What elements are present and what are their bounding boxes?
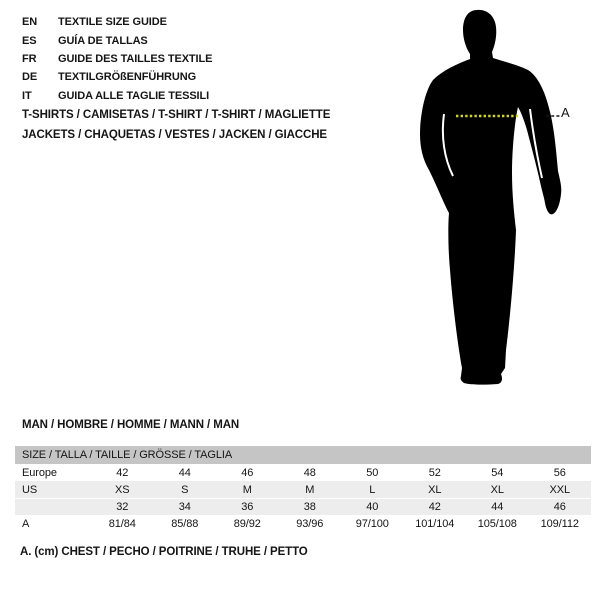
table-row-chest-a [15,515,591,532]
language-code: DE [22,71,38,84]
language-label: GUIDE DES TAILLES TEXTILE [58,52,213,65]
table-row-uk [15,498,591,515]
table-cell: 42 [428,501,441,513]
table-cell: 101/104 [415,517,455,530]
section-title-man: MAN / HOMBRE / HOMME / MANN / MAN [22,419,240,431]
table-cell: 48 [303,466,316,479]
language-row [22,31,212,49]
table-cell: 46 [553,501,566,513]
man-silhouette-figure [415,8,575,398]
table-cell: M [242,483,252,496]
language-code: IT [22,89,32,102]
language-label: TEXTILGRÖßENFÜHRUNG [58,71,197,84]
table-cell: M [305,483,315,496]
table-cell: XL [428,483,442,496]
table-cell: 40 [366,501,379,513]
category-jackets: JACKETS / CHAQUETAS / VESTES / JACKEN / GIACCHE [22,128,327,141]
measure-label-a: A [561,105,570,120]
language-row [22,68,212,86]
language-list [22,13,212,105]
language-label: GUÍA DE TALLAS [58,34,148,47]
table-cell: 93/96 [296,517,324,530]
table-cell: 38 [303,501,316,513]
table-cell: 32 [116,501,129,513]
table-cell: 52 [428,466,441,479]
row-label: A [22,517,30,530]
table-cell: 85/88 [171,517,199,530]
language-row [22,13,212,31]
language-label: GUIDA ALLE TAGLIE TESSILI [58,89,210,102]
table-cell: 46 [241,466,254,479]
table-cell: XS [115,483,130,496]
table-cell: XXL [549,483,570,496]
language-row [22,50,212,68]
language-code: ES [22,34,37,47]
size-table [15,446,591,532]
table-cell: 44 [491,501,504,513]
man-silhouette [420,10,561,385]
table-cell: 97/100 [355,517,389,530]
size-table-header: SIZE / TALLA / TAILLE / GRÖSSE / TAGLIA [15,446,591,464]
category-lines [22,106,330,145]
table-cell: 89/92 [233,517,261,530]
table-cell: 42 [116,466,129,479]
measurement-footnote: A. (cm) CHEST / PECHO / POITRINE / TRUHE / PETTO [20,546,308,558]
table-row-us [15,481,591,498]
category-tshirts: T-SHIRTS / CAMISETAS / T-SHIRT / T-SHIRT / MAGLIETTE [22,109,331,121]
table-cell: S [181,483,189,496]
table-cell: 50 [366,466,379,479]
table-cell: 36 [241,501,254,513]
table-cell: 109/112 [540,517,579,530]
table-cell: XL [490,483,504,496]
table-cell: 81/84 [108,517,136,530]
language-label: TEXTILE SIZE GUIDE [58,16,167,29]
language-code: EN [22,16,38,29]
table-cell: L [369,483,376,496]
language-row [22,87,212,105]
row-label: US [22,483,38,496]
table-cell: 56 [553,466,566,479]
table-row-europe [15,464,591,481]
table-cell: 34 [178,501,191,513]
row-label: Europe [22,466,57,479]
table-cell: 44 [178,466,191,479]
table-cell: 105/108 [477,517,517,530]
language-code: FR [22,52,37,65]
table-cell: 54 [491,466,504,479]
